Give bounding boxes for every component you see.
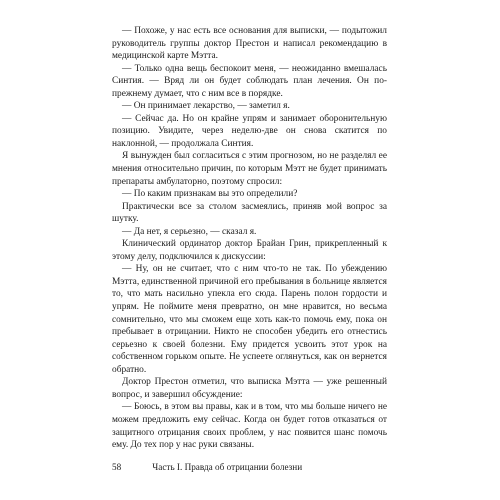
page-number: 58 — [112, 462, 122, 472]
document-page — [112, 25, 387, 452]
paragraph: — Боюсь, в этом вы правы, как и в том, что мы больше ничего не можем предложить ему сейчас. Когда он будет готов отказаться от защитного отрицания своих проблем, у нас появится шанс помочь ему. До тех пор у нас руки связаны. — [112, 402, 387, 451]
paragraph: Я вынужден был согласиться с этим прогнозом, но не разделял ее мнения относительно причин, по которым Мэтт не будет принимать препараты амбулаторно, поэтому спросил: — [112, 151, 387, 187]
paragraph: Практически все за столом засмеялись, приняв мой вопрос за шутку. — [112, 201, 387, 225]
paragraph: — Ну, он не считает, что с ним что-то не так. По убеждению Мэтта, единственной причиной его пребывания в больнице является то, что мать насильно упекла его сюда. Парень полон гордости и упрям. Не поймите меня превратно, он мне нравится, но весьма сомнительно, что мы сможем еще хоть как-то помочь ему, пока он пребывает в отрицании. Никто не способен убедить его отнестись серьезно к своей болезни. Ему придется усвоить этот урок на собственном горьком опыте. Не успеете оглянуться, как он вернется обратно. — [112, 264, 387, 375]
paragraph: Доктор Престон отметил, что выписка Мэтта — уже решенный вопрос, и завершил обсуждение: — [112, 377, 387, 400]
paragraph: — По каким признакам вы это определили? — [122, 189, 298, 200]
paragraph: — Похоже, у нас есть все основания для выписки, — подытожил руководитель группы доктор Престон и написал рекомендацию в медицинской карте Мэтта. — [112, 26, 387, 62]
paragraph: — Только одна вещь беспокоит меня, — неожиданно вмешалась Синтия. — Вряд ли он будет соблюдать план лечения. Он по-прежнему думает, что с ним все в порядке. — [112, 63, 387, 99]
paragraph: — Он принимает лекарство, — заметил я. — [122, 101, 290, 112]
running-title: Часть I. Правда об отрицании болезни — [152, 462, 303, 472]
paragraph: Клинический ординатор доктор Брайан Грин, прикрепленный к этому делу, подключился к дискуссии: — [112, 239, 387, 262]
page-footer — [112, 461, 387, 473]
paragraph: — Сейчас да. Но он крайне упрям и занимает оборонительную позицию. Увидите, через неделю-две он снова скатится по наклонной, — продолжала Синтия. — [112, 113, 387, 149]
paragraph: — Да нет, я серьезно, — сказал я. — [122, 226, 257, 237]
